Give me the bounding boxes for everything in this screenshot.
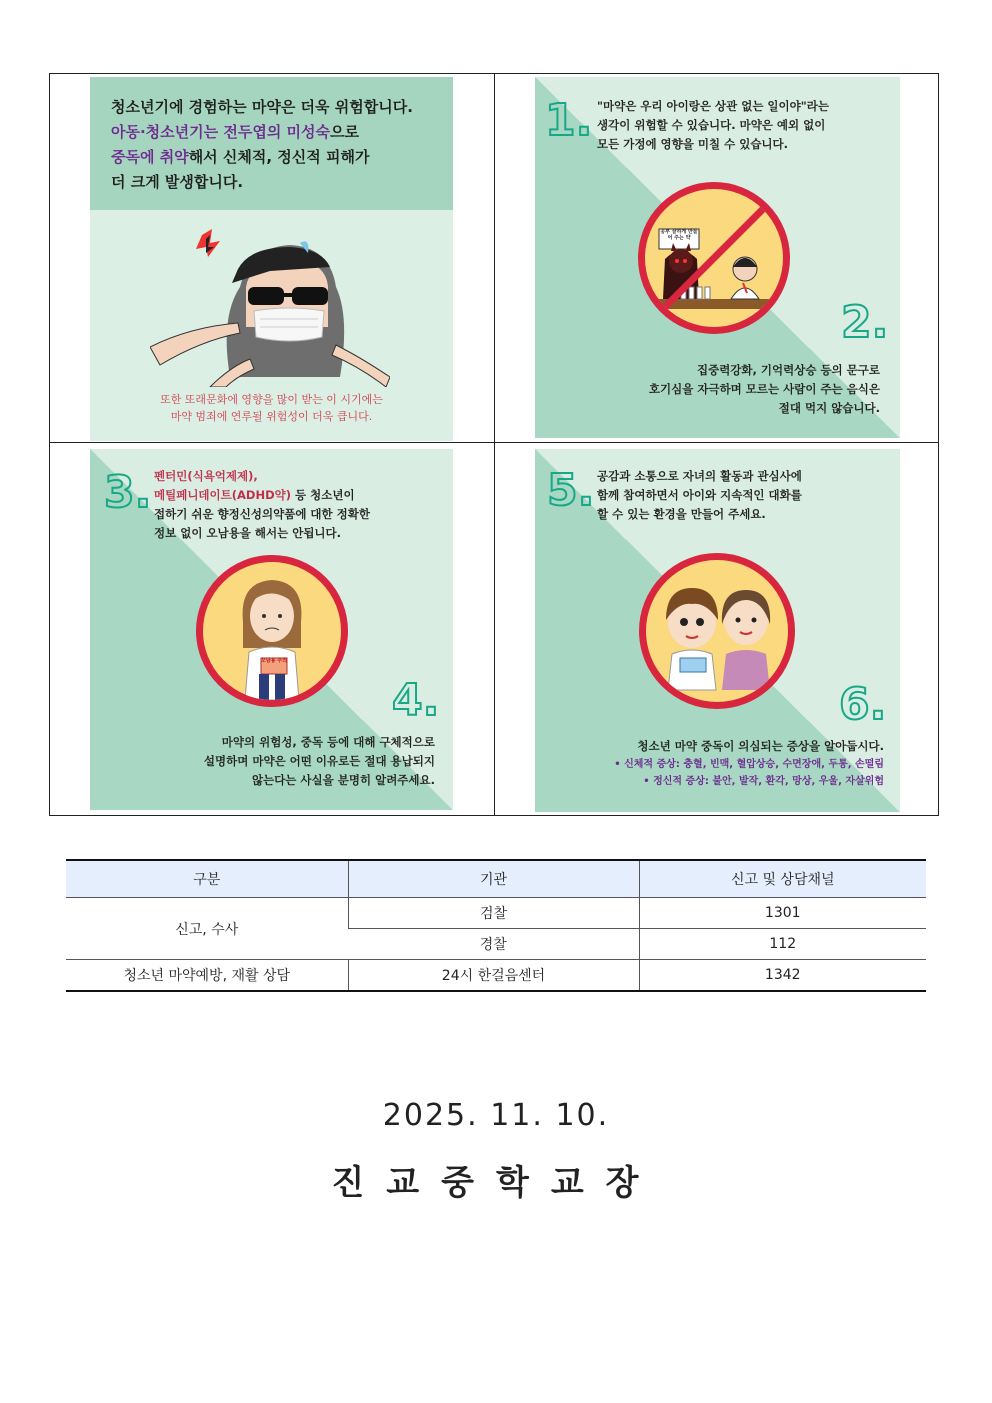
- number-1: 1.: [545, 95, 593, 146]
- cell-category-counseling: 청소년 마약예방, 재활 상담: [66, 960, 348, 992]
- prohibition-slash-icon: [645, 189, 783, 327]
- contact-table: [66, 859, 926, 992]
- cell-channel-1342: 1342: [639, 960, 926, 992]
- tip-5-line-2: 함께 참여하면서 아이와 지속적인 대화를: [597, 488, 802, 502]
- panel-tips-3-4: [90, 449, 453, 810]
- panel-intro: [90, 77, 453, 441]
- number-5: 5.: [547, 465, 595, 516]
- headline-line-2-rest: 으로: [330, 123, 359, 141]
- tip-1-text: [597, 97, 829, 154]
- parent-child-icon: [646, 560, 788, 702]
- prohibited-stranger-food-illustration: [638, 182, 790, 334]
- hooded-youth-illustration: [150, 227, 390, 387]
- tip-3-line-1: 펜터민(식욕억제제),: [154, 469, 258, 483]
- doctor-warning-illustration: [196, 555, 348, 707]
- tip-3-line-3: 접하기 쉬운 향정신성의약품에 대한 정확한: [154, 507, 370, 521]
- tip-5-line-3: 할 수 있는 환경을 만들어 주세요.: [597, 507, 766, 521]
- number-4: 4.: [392, 675, 440, 726]
- panel-tips-5-6: [535, 449, 900, 812]
- medicine-sign-text: 공부 잘하게 만들어 주는 약: [660, 229, 698, 241]
- tip-6-line-1: 청소년 마약 중독이 의심되는 증상을 알아둡시다.: [637, 739, 884, 753]
- tip-1-line-1: "마약은 우리 아이랑은 상관 없는 일이야"라는: [597, 99, 829, 113]
- number-2: 2.: [841, 297, 889, 348]
- school-principal-signature: 진교중학교장: [331, 1163, 661, 1203]
- tip-2-line-3: 절대 먹지 않습니다.: [778, 401, 880, 415]
- tip-4-text: [204, 733, 435, 790]
- header-organization: 기관: [348, 860, 639, 898]
- headline-line-2: [111, 120, 441, 145]
- tip-3-line-2-highlight: 메틸페니데이트(ADHD약): [154, 488, 291, 502]
- tip-4-line-3: 않는다는 사실을 분명히 알려주세요.: [251, 773, 435, 787]
- tip-6-physical-symptoms: • 신체적 증상: 충혈, 빈맥, 혈압상승, 수면장애, 두통, 손떨림: [614, 759, 884, 770]
- headline-line-4: 더 크게 발생합니다.: [111, 173, 244, 191]
- headline-line-1: 청소년기에 경험하는 마약은 더욱 위험합니다.: [111, 98, 413, 116]
- caption-line-2: 마약 범죄에 연루될 위험성이 더욱 큽니다.: [170, 410, 373, 423]
- tip-3-line-2-rest: 등 청소년이: [291, 488, 355, 502]
- cell-org-prosecution: 검찰: [348, 898, 639, 929]
- headline-line-2-highlight: 아동·청소년기는 전두엽의 미성숙: [111, 123, 331, 141]
- cell-org-police: 경찰: [348, 929, 639, 960]
- caption-line-1: 또한 또래문화에 영향을 많이 받는 이 시기에는: [160, 393, 383, 406]
- panel-intro-headline: [111, 95, 441, 195]
- tip-2-line-2: 호기심을 자극하며 모르는 사람이 주는 음식은: [648, 382, 880, 396]
- tip-1-line-3: 모든 가정에 영향을 미칠 수 있습니다.: [597, 137, 789, 151]
- tip-6-mental-symptoms: • 정신적 증상: 불안, 발작, 환각, 망상, 우울, 자살위험: [643, 776, 884, 787]
- cell-category-report: 신고, 수사: [66, 898, 348, 960]
- tip-2-text: [649, 361, 880, 418]
- grid-divider-vertical: [494, 74, 495, 815]
- table-row: [66, 960, 926, 992]
- tip-4-line-1: 마약의 위험성, 중독 등에 대해 구체적으로: [221, 735, 435, 749]
- header-category: 구분: [66, 860, 348, 898]
- misuse-warning-sign-text: 오남용 주의: [261, 658, 287, 664]
- document-date: 2025. 11. 10.: [382, 1098, 610, 1133]
- headline-line-3-highlight: 중독에 취약: [111, 148, 189, 166]
- header-channel: 신고 및 상담채널: [639, 860, 926, 898]
- tip-5-text: [597, 467, 802, 524]
- table-header-row: [66, 860, 926, 898]
- tip-5-line-1: 공감과 소통으로 자녀의 활동과 관심사에: [597, 469, 802, 483]
- tip-3-line-2: [154, 486, 370, 505]
- panel-tips-1-2: [535, 77, 900, 438]
- table-row: [66, 898, 926, 929]
- poster-grid: [49, 73, 939, 816]
- tip-2-line-1: 집중력강화, 기억력상승 등의 문구로: [696, 363, 880, 377]
- headline-line-3: [111, 145, 441, 170]
- tip-4-line-2: 설명하며 마약은 어떤 이유로든 절대 용납되지: [203, 754, 435, 768]
- parent-child-talk-illustration: [639, 553, 795, 709]
- tip-1-line-2: 생각이 위험할 수 있습니다. 마약은 예외 없이: [597, 118, 826, 132]
- cell-channel-112: 112: [639, 929, 926, 960]
- tip-6-text: [614, 737, 884, 790]
- tip-3-text: [154, 467, 370, 543]
- cell-channel-1301: 1301: [639, 898, 926, 929]
- panel-intro-caption: [90, 391, 453, 425]
- cell-org-center: 24시 한걸음센터: [348, 960, 639, 992]
- doctor-icon: [203, 562, 341, 700]
- headline-line-3-rest: 해서 신체적, 정신적 피해가: [188, 148, 370, 166]
- number-3: 3.: [104, 467, 152, 518]
- tip-3-line-4: 정보 없이 오남용을 해서는 안됩니다.: [154, 526, 342, 540]
- number-6: 6.: [839, 679, 887, 730]
- grid-divider-horizontal: [50, 442, 938, 443]
